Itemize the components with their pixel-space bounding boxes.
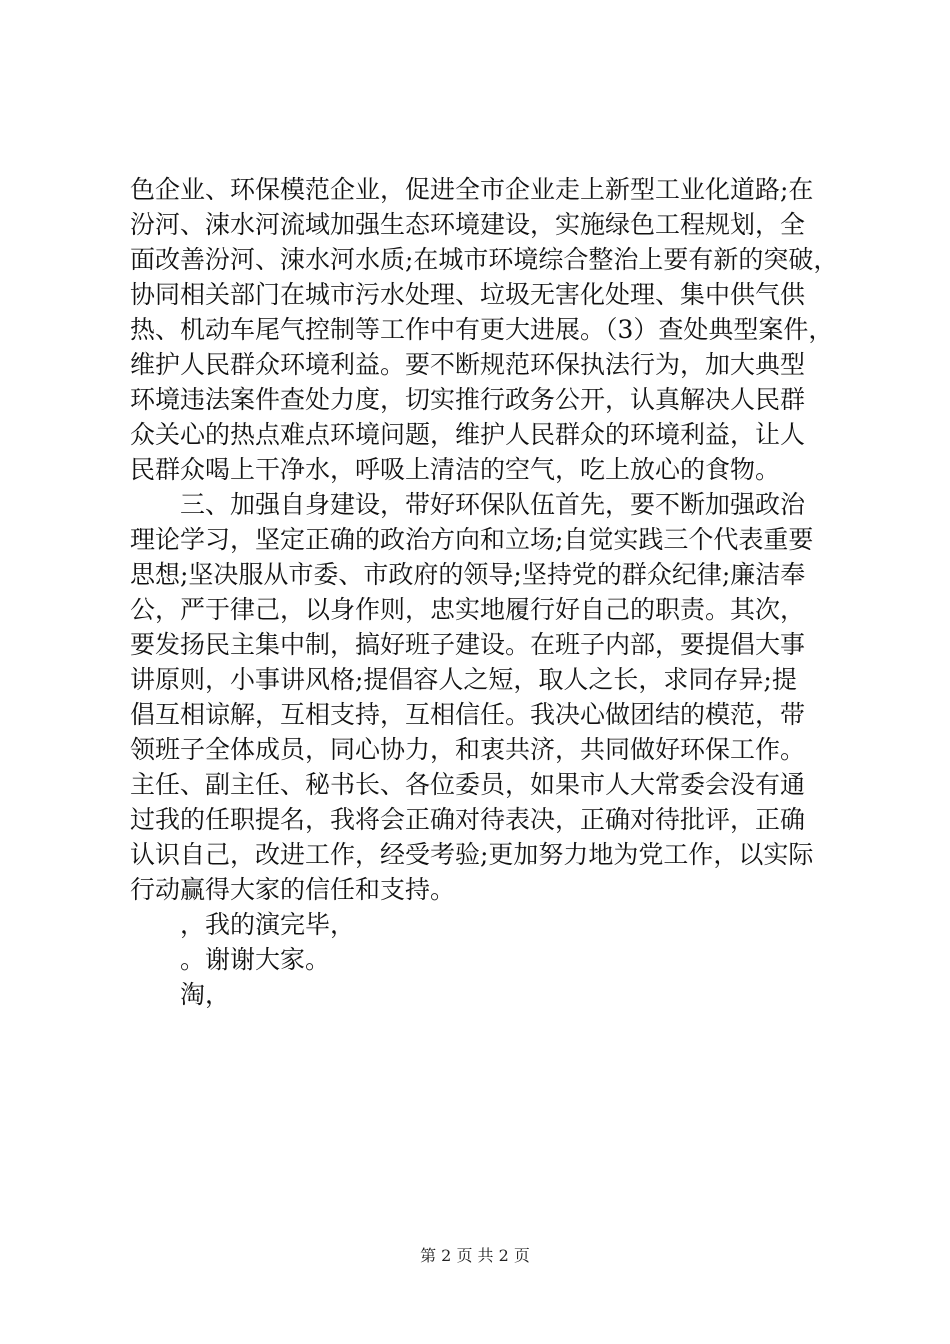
closing-line: 。谢谢大家。 <box>180 945 331 974</box>
text-line: 环境违法案件查处力度，切实推行政务公开，认真解决人民群 <box>130 385 806 414</box>
text-line: 主任、副主任、秘书长、各位委员，如果市人大常委会没有通 <box>130 770 806 799</box>
document-body <box>130 172 839 1012</box>
text-line: 协同相关部门在城市污水处理、垃圾无害化处理、集中供气供 <box>130 280 806 309</box>
text-line: 认识自己，改进工作，经受考验;更加努力地为党工作，以实际 <box>130 840 814 869</box>
text-line: 热、机动车尾气控制等工作中有更大进展。（3）查处典型案件， <box>130 315 834 344</box>
text-line: 众关心的热点难点环境问题，维护人民群众的环境利益，让人 <box>130 420 806 449</box>
text-line: 讲原则，小事讲风格;提倡容人之短，取人之长，求同存异;提 <box>130 665 797 694</box>
text-line: 色企业、环保模范企业，促进全市企业走上新型工业化道路;在 <box>130 175 814 204</box>
text-line: 维护人民群众环境利益。要不断规范环保执法行为，加大典型 <box>130 350 806 379</box>
text-line: 面改善汾河、涑水河水质;在城市环境综合整治上要有新的突破， <box>130 245 839 274</box>
text-line: 要发扬民主集中制，搞好班子建设。在班子内部，要提倡大事 <box>130 630 806 659</box>
closing-line: ，我的演完毕， <box>180 910 356 939</box>
paragraph-start-line: 三、加强自身建设，带好环保队伍首先，要不断加强政治 <box>180 490 806 519</box>
text-line: 行动赢得大家的信任和支持。 <box>130 875 456 904</box>
text-line: 领班子全体成员，同心协力，和衷共济，共同做好环保工作。 <box>130 735 806 764</box>
text-line: 民群众喝上干净水，呼吸上清洁的空气，吃上放心的食物。 <box>130 455 781 484</box>
text-line: 汾河、涑水河流域加强生态环境建设，实施绿色工程规划，全 <box>130 210 806 239</box>
text-line: 理论学习，坚定正确的政治方向和立场;自觉实践三个代表重要 <box>130 525 814 554</box>
text-line: 公，严于律己，以身作则，忠实地履行好自己的职责。其次， <box>130 595 806 624</box>
closing-line: 淘， <box>180 980 231 1009</box>
page-number-footer: 第 2 页 共 2 页 <box>420 1246 530 1265</box>
text-line: 过我的任职提名，我将会正确对待表决，正确对待批评，正确 <box>130 805 806 834</box>
text-line: 倡互相谅解，互相支持，互相信任。我决心做团结的模范，带 <box>130 700 806 729</box>
text-line: 思想;坚决服从市委、市政府的领导;坚持党的群众纪律;廉洁奉 <box>130 560 806 589</box>
